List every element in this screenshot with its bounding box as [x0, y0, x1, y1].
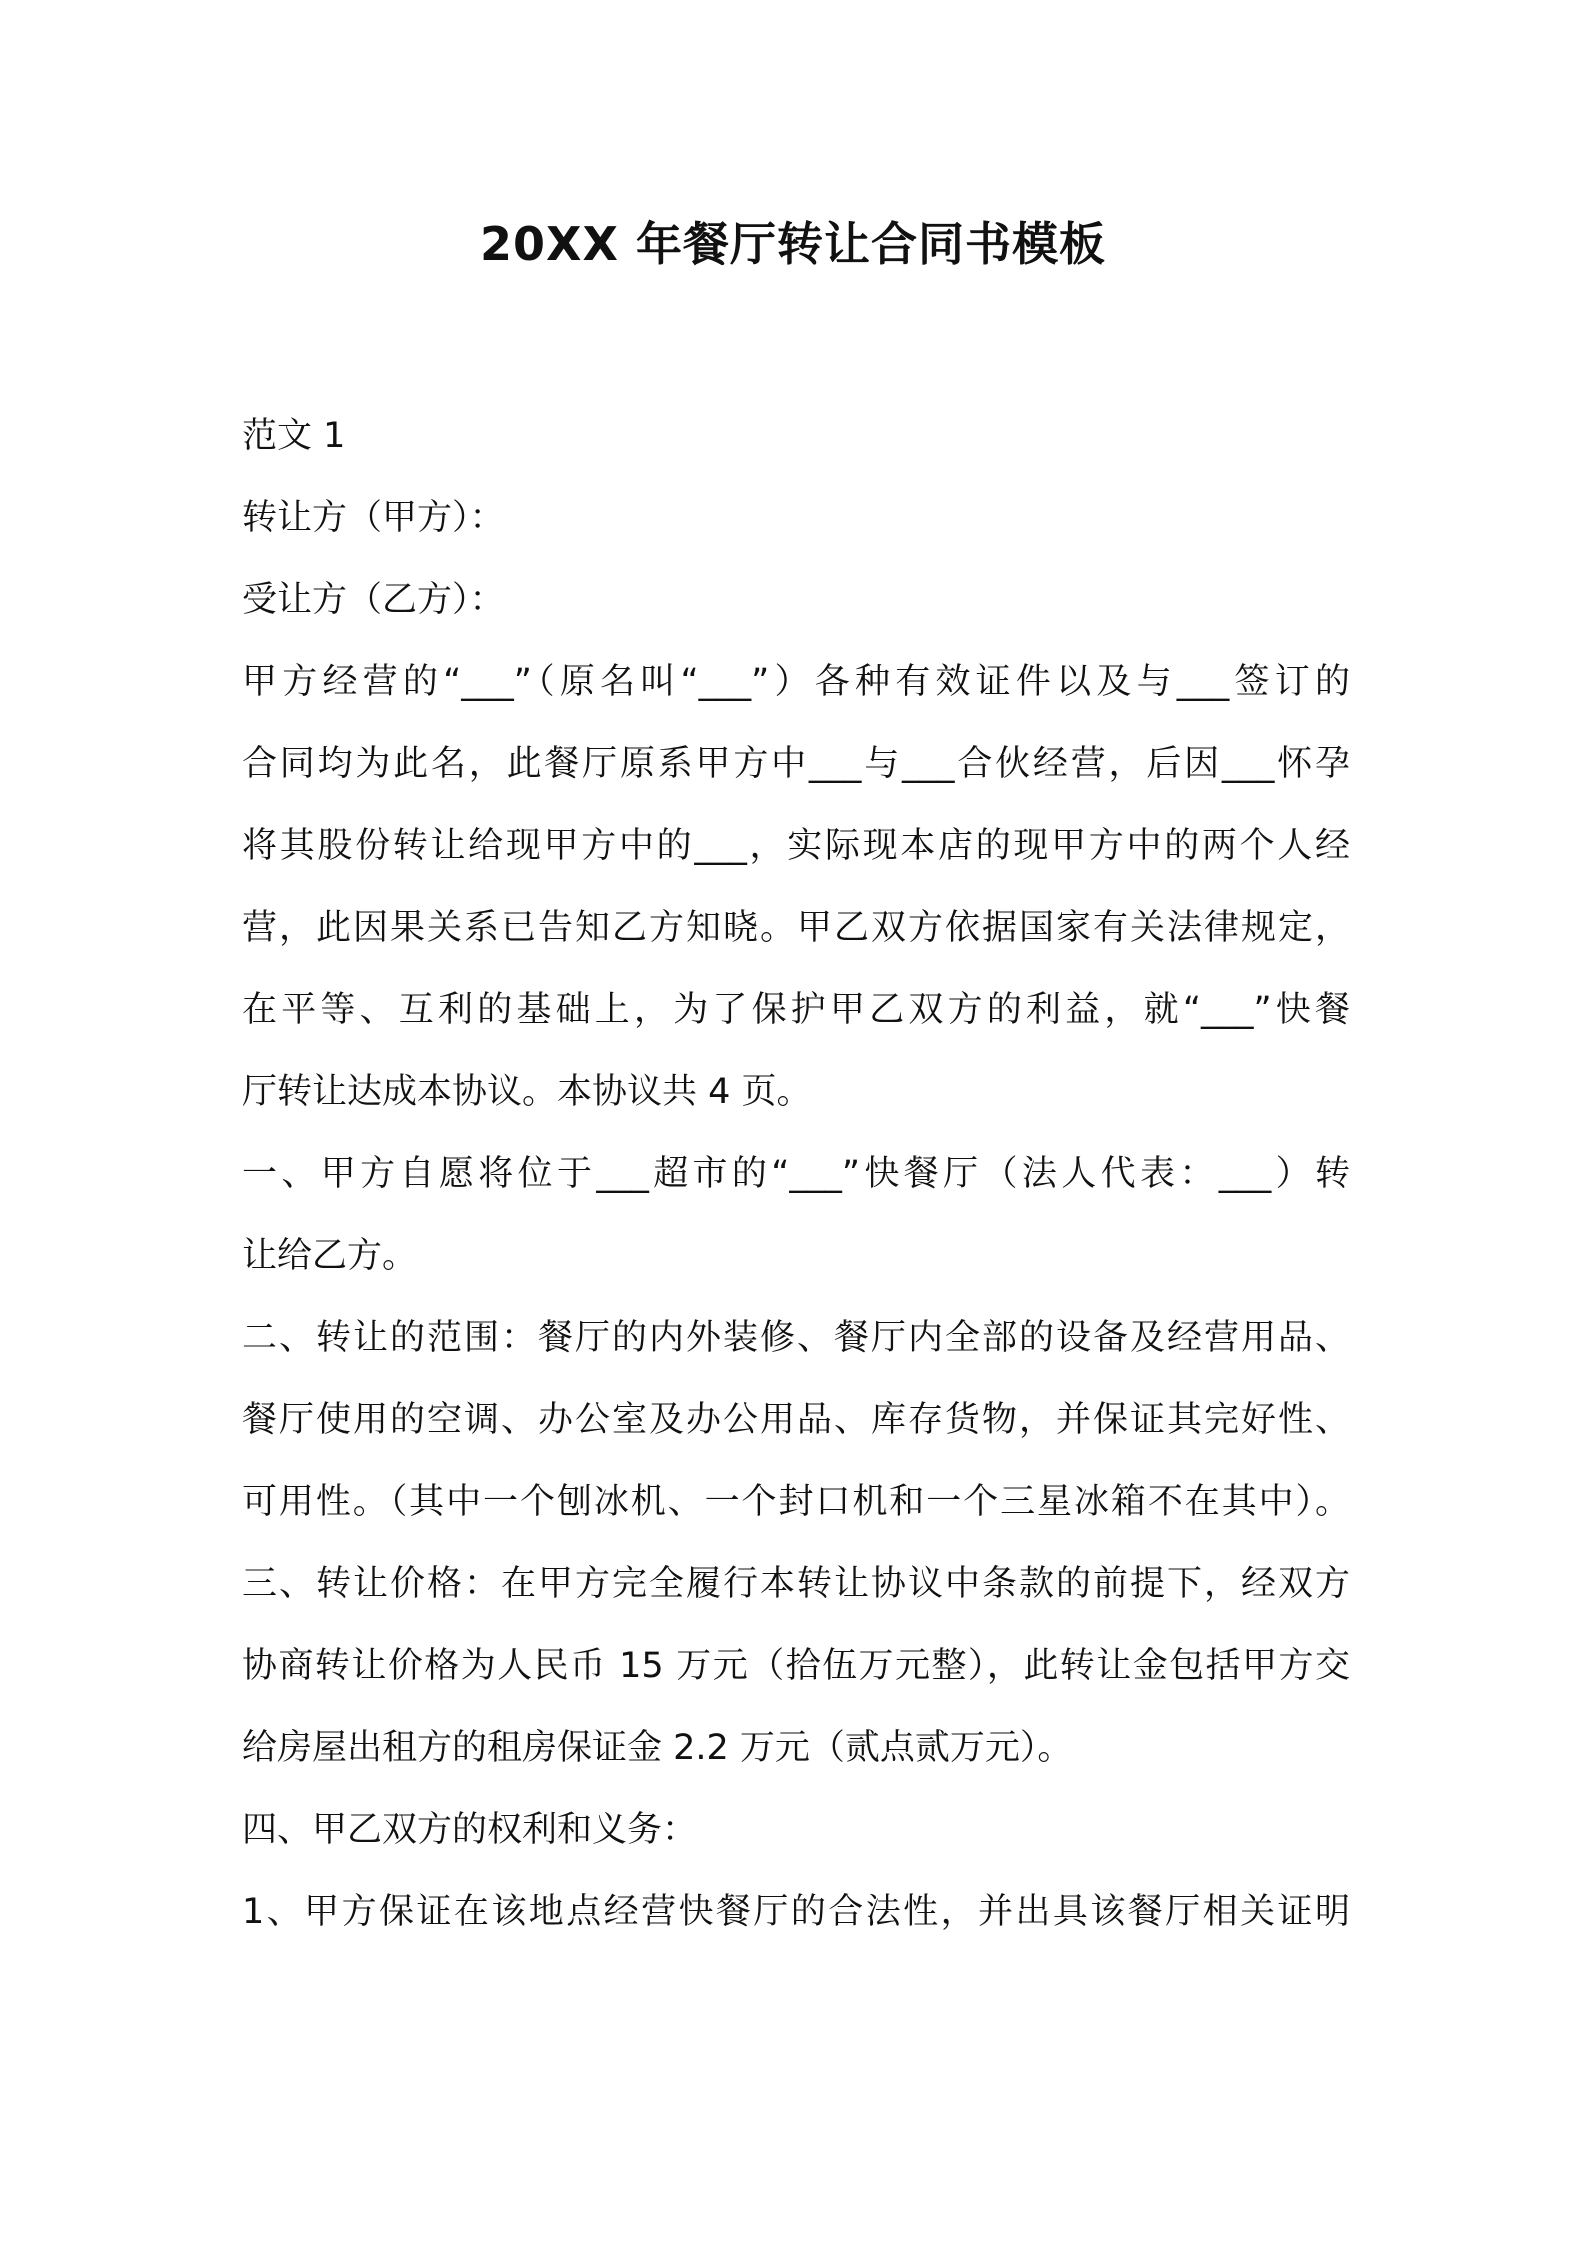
document-body: [242, 408, 1350, 1966]
body-line: 转让方（甲方）：: [242, 498, 505, 538]
body-line: 二、转让的范围：餐厅的内外装修、餐厅内全部的设备及经营用品、: [242, 1318, 1350, 1358]
body-line: 一、甲方自愿将位于___超市的“___”快餐厅（法人代表：___）转: [242, 1154, 1350, 1194]
body-line: 在平等、互利的基础上，为了保护甲乙双方的利益，就“___”快餐: [242, 990, 1350, 1030]
body-line: 厅转让达成本协议。本协议共 4 页。: [242, 1072, 812, 1112]
document-title: 20XX 年餐厅转让合同书模板: [480, 217, 1106, 271]
body-line: 餐厅使用的空调、办公室及办公用品、库存货物，并保证其完好性、: [242, 1400, 1350, 1440]
body-line: 甲方经营的“___”（原名叫“___”）各种有效证件以及与___签订的: [242, 662, 1350, 702]
body-line: 受让方（乙方）：: [242, 580, 505, 620]
body-line: 协商转让价格为人民币 15 万元（拾伍万元整），此转让金包括甲方交: [242, 1646, 1350, 1686]
body-line: 四、甲乙双方的权利和义务：: [242, 1810, 698, 1850]
body-line: 合同均为此名，此餐厅原系甲方中___与___合伙经营，后因___怀孕: [242, 744, 1350, 784]
body-line: 范文 1: [242, 416, 346, 456]
body-line: 1、甲方保证在该地点经营快餐厅的合法性，并出具该餐厅相关证明: [242, 1892, 1350, 1932]
body-line: 营，此因果关系已告知乙方知晓。甲乙双方依据国家有关法律规定，: [242, 908, 1350, 948]
body-line: 将其股份转让给现甲方中的___，实际现本店的现甲方中的两个人经: [242, 826, 1350, 866]
body-line: 让给乙方。: [242, 1236, 418, 1276]
body-line: 三、转让价格：在甲方完全履行本转让协议中条款的前提下，经双方: [242, 1564, 1350, 1604]
body-line: 可用性。（其中一个刨冰机、一个封口机和一个三星冰箱不在其中）。: [242, 1482, 1350, 1522]
body-line: 给房屋出租方的租房保证金 2.2 万元（贰点贰万元）。: [242, 1728, 1073, 1768]
